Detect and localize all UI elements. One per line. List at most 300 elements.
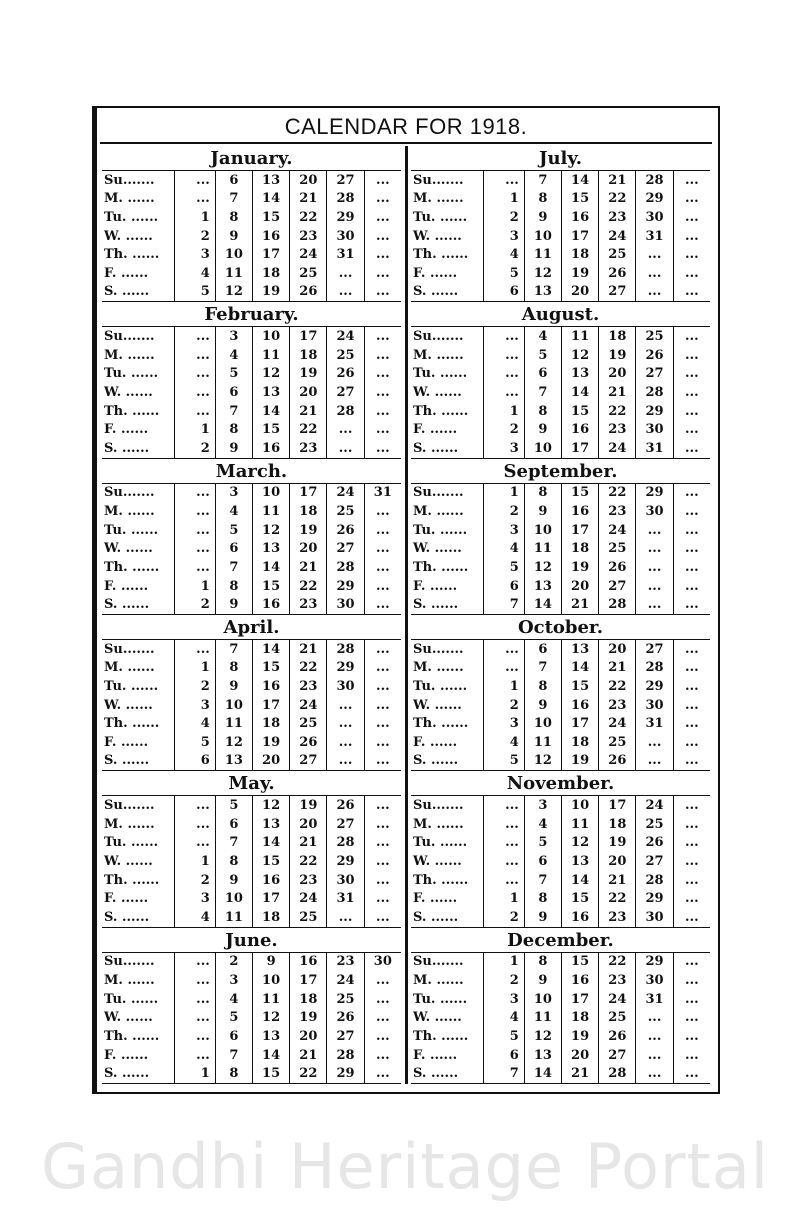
date-cell: 2 xyxy=(175,227,215,246)
date-cell: 18 xyxy=(252,714,289,733)
date-cell: 28 xyxy=(327,402,364,421)
date-cell: 28 xyxy=(636,871,673,890)
date-cell: 30 xyxy=(636,208,673,227)
date-cell: ... xyxy=(484,327,524,346)
date-cell: 27 xyxy=(327,383,364,402)
date-cell: 27 xyxy=(327,815,364,834)
date-cell: ... xyxy=(175,558,215,577)
date-cell: 6 xyxy=(484,283,524,302)
weekday-label: Th. ...... xyxy=(413,1028,469,1044)
date-cell: 28 xyxy=(327,1046,364,1065)
weekday-label: S. ...... xyxy=(102,595,175,614)
date-cell: 14 xyxy=(252,402,289,421)
weekday-label: Su....... xyxy=(104,485,155,501)
date-cell: 18 xyxy=(290,990,327,1009)
date-cell: ... xyxy=(364,659,401,678)
date-cell: 17 xyxy=(561,521,598,540)
date-cell: ... xyxy=(175,834,215,853)
date-cell: 2 xyxy=(215,953,252,972)
date-cell: 17 xyxy=(561,714,598,733)
date-cell: 3 xyxy=(484,227,524,246)
date-cell: 31 xyxy=(636,227,673,246)
date-cell: 25 xyxy=(327,502,364,521)
month-block xyxy=(409,146,712,302)
date-cell: ... xyxy=(673,439,710,458)
date-cell: 5 xyxy=(524,346,561,365)
weekday-row xyxy=(411,327,710,346)
date-cell: 4 xyxy=(524,327,561,346)
date-cell: 29 xyxy=(636,190,673,209)
date-cell: 5 xyxy=(175,733,215,752)
date-cell: ... xyxy=(327,752,364,771)
weekday-row xyxy=(411,171,710,190)
date-cell: 22 xyxy=(599,677,636,696)
date-cell: 21 xyxy=(561,1064,598,1083)
date-cell: 8 xyxy=(524,190,561,209)
date-cell: 26 xyxy=(599,558,636,577)
date-cell: ... xyxy=(175,190,215,209)
date-cell: 21 xyxy=(290,834,327,853)
weekday-label: Th. ...... xyxy=(413,716,469,732)
date-cell: 2 xyxy=(484,696,524,715)
weekday-label: Su....... xyxy=(413,954,464,970)
date-cell: 31 xyxy=(636,990,673,1009)
date-cell: 22 xyxy=(290,659,327,678)
weekday-row xyxy=(102,245,401,264)
date-cell: 30 xyxy=(636,696,673,715)
date-cell: 7 xyxy=(215,558,252,577)
date-cell: 6 xyxy=(524,365,561,384)
date-cell: 23 xyxy=(290,595,327,614)
date-cell: 15 xyxy=(252,659,289,678)
date-cell: ... xyxy=(484,383,524,402)
date-cell: 19 xyxy=(561,752,598,771)
weekday-label: W. ...... xyxy=(413,228,462,244)
month-block xyxy=(409,459,712,615)
date-cell: 21 xyxy=(290,402,327,421)
weekday-label: F. ...... xyxy=(104,578,149,594)
date-cell: ... xyxy=(175,383,215,402)
date-cell: 28 xyxy=(636,171,673,190)
date-cell: ... xyxy=(364,990,401,1009)
date-cell: 30 xyxy=(636,971,673,990)
weekday-label: S. ...... xyxy=(411,283,484,302)
weekday-label: Tu. ...... xyxy=(413,679,468,694)
weekday-label: W. ...... xyxy=(104,697,153,713)
weekday-row xyxy=(102,1064,401,1083)
date-cell: 18 xyxy=(252,908,289,927)
date-cell: 7 xyxy=(215,640,252,659)
date-cell: ... xyxy=(364,1064,401,1083)
date-cell: 3 xyxy=(524,796,561,815)
month-days-table xyxy=(411,327,710,458)
date-cell: 25 xyxy=(636,815,673,834)
date-cell: 13 xyxy=(215,752,252,771)
date-cell: 29 xyxy=(636,484,673,503)
date-cell: ... xyxy=(484,815,524,834)
weekday-row xyxy=(102,484,401,503)
date-cell: 28 xyxy=(327,834,364,853)
date-cell: 24 xyxy=(290,696,327,715)
weekday-label: Th. ...... xyxy=(413,559,469,575)
date-cell: 9 xyxy=(524,971,561,990)
date-cell: 1 xyxy=(175,577,215,596)
date-cell: ... xyxy=(175,502,215,521)
date-cell: 20 xyxy=(290,815,327,834)
weekday-row xyxy=(102,558,401,577)
date-cell: 3 xyxy=(215,971,252,990)
weekday-label: Tu. ...... xyxy=(104,679,159,694)
month-block xyxy=(100,771,403,927)
date-cell: 18 xyxy=(290,346,327,365)
weekday-row xyxy=(411,420,710,439)
weekday-row xyxy=(102,420,401,439)
date-cell: 13 xyxy=(252,171,289,190)
weekday-label: S. ...... xyxy=(411,595,484,614)
date-cell: ... xyxy=(673,521,710,540)
date-cell: 16 xyxy=(252,227,289,246)
date-cell: ... xyxy=(484,365,524,384)
date-cell: 7 xyxy=(484,595,524,614)
date-cell: 20 xyxy=(599,640,636,659)
date-cell: ... xyxy=(364,677,401,696)
date-cell: 12 xyxy=(524,1027,561,1046)
weekday-label: W. ...... xyxy=(104,541,153,557)
date-cell: ... xyxy=(673,383,710,402)
date-cell: 24 xyxy=(636,796,673,815)
weekday-row xyxy=(411,539,710,558)
date-cell: ... xyxy=(636,1064,673,1083)
date-cell: 9 xyxy=(215,227,252,246)
date-cell: 24 xyxy=(327,971,364,990)
weekday-label: F. ...... xyxy=(104,734,149,750)
weekday-row xyxy=(411,190,710,209)
date-cell: ... xyxy=(364,171,401,190)
date-cell: ... xyxy=(364,190,401,209)
date-cell: 11 xyxy=(524,539,561,558)
date-cell: 26 xyxy=(599,264,636,283)
weekday-row xyxy=(102,889,401,908)
date-cell: 16 xyxy=(561,696,598,715)
date-cell: 11 xyxy=(252,502,289,521)
date-cell: 9 xyxy=(524,908,561,927)
weekday-row xyxy=(411,346,710,365)
date-cell: 27 xyxy=(327,171,364,190)
date-cell: ... xyxy=(364,227,401,246)
date-cell: 19 xyxy=(290,521,327,540)
weekday-row xyxy=(102,227,401,246)
date-cell: 24 xyxy=(327,484,364,503)
weekday-row xyxy=(102,402,401,421)
date-cell: 30 xyxy=(327,677,364,696)
date-cell: 2 xyxy=(175,871,215,890)
date-cell: 31 xyxy=(636,714,673,733)
date-cell: 23 xyxy=(599,208,636,227)
weekday-row xyxy=(411,227,710,246)
weekday-label: Tu. ...... xyxy=(413,366,468,382)
weekday-label: Tu. ...... xyxy=(413,210,468,226)
weekday-row xyxy=(102,521,401,540)
date-cell: 10 xyxy=(524,439,561,458)
date-cell: ... xyxy=(484,834,524,853)
date-cell: 3 xyxy=(175,245,215,264)
month-name: October. xyxy=(411,615,710,640)
date-cell: 20 xyxy=(599,365,636,384)
date-cell: 10 xyxy=(252,327,289,346)
date-cell: ... xyxy=(673,971,710,990)
date-cell: 19 xyxy=(599,346,636,365)
date-cell: 29 xyxy=(327,577,364,596)
date-cell: 13 xyxy=(252,1027,289,1046)
date-cell: ... xyxy=(673,245,710,264)
weekday-label: Su....... xyxy=(413,172,464,188)
date-cell: 1 xyxy=(175,1064,215,1083)
weekday-label: Tu. ...... xyxy=(413,522,468,538)
date-cell: 8 xyxy=(524,677,561,696)
date-cell: 9 xyxy=(215,595,252,614)
weekday-row xyxy=(411,283,710,302)
weekday-row xyxy=(102,733,401,752)
date-cell: 13 xyxy=(561,852,598,871)
month-name: December. xyxy=(411,928,710,953)
date-cell: 4 xyxy=(175,714,215,733)
date-cell: ... xyxy=(364,733,401,752)
date-cell: 19 xyxy=(561,1027,598,1046)
date-cell: ... xyxy=(175,521,215,540)
date-cell: 27 xyxy=(636,852,673,871)
date-cell: ... xyxy=(175,640,215,659)
date-cell: 8 xyxy=(524,889,561,908)
weekday-label: Tu. ...... xyxy=(104,522,159,538)
weekday-row xyxy=(102,346,401,365)
date-cell: 16 xyxy=(252,439,289,458)
date-cell: ... xyxy=(175,327,215,346)
date-cell: 7 xyxy=(215,190,252,209)
date-cell: ... xyxy=(175,402,215,421)
date-cell: 17 xyxy=(561,439,598,458)
weekday-row xyxy=(102,696,401,715)
weekday-label: M. ...... xyxy=(413,504,464,520)
weekday-row xyxy=(102,595,401,614)
month-block xyxy=(100,302,403,458)
date-cell: 9 xyxy=(215,439,252,458)
weekday-label: Th. ...... xyxy=(104,1028,160,1044)
weekday-row xyxy=(411,1027,710,1046)
date-cell: 16 xyxy=(252,595,289,614)
date-cell: ... xyxy=(364,365,401,384)
weekday-label: Su....... xyxy=(104,954,155,970)
date-cell: 12 xyxy=(215,283,252,302)
date-cell: 5 xyxy=(215,521,252,540)
weekday-label: Tu. ...... xyxy=(104,991,159,1007)
weekday-label: Su....... xyxy=(413,798,464,814)
date-cell: 21 xyxy=(599,659,636,678)
weekday-row xyxy=(102,502,401,521)
weekday-row xyxy=(102,171,401,190)
date-cell: 5 xyxy=(484,752,524,771)
weekday-label: S. ...... xyxy=(411,439,484,458)
date-cell: 4 xyxy=(484,733,524,752)
date-cell: 12 xyxy=(252,365,289,384)
date-cell: 20 xyxy=(290,539,327,558)
date-cell: 2 xyxy=(484,971,524,990)
date-cell: ... xyxy=(673,577,710,596)
date-cell: 5 xyxy=(215,1008,252,1027)
date-cell: 26 xyxy=(599,1027,636,1046)
month-block xyxy=(100,615,403,771)
date-cell: 6 xyxy=(484,577,524,596)
date-cell: 14 xyxy=(561,659,598,678)
date-cell: 13 xyxy=(561,640,598,659)
date-cell: ... xyxy=(364,971,401,990)
weekday-row xyxy=(102,439,401,458)
weekday-row xyxy=(102,953,401,972)
weekday-label: F. ...... xyxy=(413,1047,458,1063)
date-cell: ... xyxy=(636,264,673,283)
date-cell: 1 xyxy=(484,677,524,696)
date-cell: ... xyxy=(364,1046,401,1065)
weekday-row xyxy=(411,640,710,659)
date-cell: 9 xyxy=(524,208,561,227)
date-cell: 2 xyxy=(484,502,524,521)
date-cell: 22 xyxy=(599,889,636,908)
date-cell: 19 xyxy=(252,283,289,302)
weekday-row xyxy=(411,908,710,927)
date-cell: 27 xyxy=(599,1046,636,1065)
weekday-label: Th. ...... xyxy=(104,247,160,263)
date-cell: 14 xyxy=(524,1064,561,1083)
date-cell: ... xyxy=(175,815,215,834)
weekday-row xyxy=(411,990,710,1009)
month-block xyxy=(100,928,403,1084)
date-cell: 30 xyxy=(636,502,673,521)
date-cell: ... xyxy=(175,365,215,384)
date-cell: 27 xyxy=(599,577,636,596)
date-cell: 24 xyxy=(290,889,327,908)
weekday-label: M. ...... xyxy=(413,816,464,832)
date-cell: 10 xyxy=(252,971,289,990)
date-cell: 7 xyxy=(215,834,252,853)
date-cell: 17 xyxy=(561,227,598,246)
weekday-label: M. ...... xyxy=(104,504,155,520)
date-cell: 13 xyxy=(252,815,289,834)
date-cell: 5 xyxy=(215,365,252,384)
date-cell: 27 xyxy=(636,640,673,659)
weekday-label: M. ...... xyxy=(413,191,464,207)
month-name: August. xyxy=(411,302,710,327)
date-cell: 4 xyxy=(484,245,524,264)
date-cell: 2 xyxy=(175,439,215,458)
date-cell: ... xyxy=(364,834,401,853)
date-cell: ... xyxy=(673,558,710,577)
date-cell: 15 xyxy=(561,953,598,972)
date-cell: ... xyxy=(327,439,364,458)
date-cell: ... xyxy=(673,908,710,927)
weekday-label: F. ...... xyxy=(413,734,458,750)
weekday-label: M. ...... xyxy=(413,347,464,363)
weekday-row xyxy=(411,752,710,771)
weekday-row xyxy=(102,852,401,871)
weekday-label: W. ...... xyxy=(104,228,153,244)
weekday-label: Th. ...... xyxy=(413,872,469,888)
weekday-label: F. ...... xyxy=(104,1047,149,1063)
weekday-label: F. ...... xyxy=(413,578,458,594)
weekday-row xyxy=(411,264,710,283)
date-cell: ... xyxy=(364,1008,401,1027)
date-cell: 8 xyxy=(215,577,252,596)
date-cell: 3 xyxy=(175,889,215,908)
date-cell: 6 xyxy=(215,1027,252,1046)
date-cell: 8 xyxy=(524,484,561,503)
weekday-label: S. ...... xyxy=(411,908,484,927)
date-cell: 22 xyxy=(599,484,636,503)
date-cell: ... xyxy=(364,815,401,834)
weekday-label: M. ...... xyxy=(104,347,155,363)
date-cell: 12 xyxy=(252,521,289,540)
date-cell: 18 xyxy=(561,539,598,558)
date-cell: 5 xyxy=(215,796,252,815)
date-cell: 6 xyxy=(215,539,252,558)
date-cell: 11 xyxy=(252,346,289,365)
date-cell: 1 xyxy=(484,953,524,972)
date-cell: ... xyxy=(673,815,710,834)
date-cell: 14 xyxy=(252,834,289,853)
month-days-table xyxy=(102,640,401,771)
weekday-row xyxy=(411,521,710,540)
date-cell: 27 xyxy=(290,752,327,771)
date-cell: 20 xyxy=(252,752,289,771)
weekday-row xyxy=(102,1027,401,1046)
weekday-label: W. ...... xyxy=(413,541,462,557)
date-cell: 15 xyxy=(252,208,289,227)
month-block xyxy=(100,146,403,302)
date-cell: 26 xyxy=(327,365,364,384)
date-cell: 21 xyxy=(290,640,327,659)
date-cell: 25 xyxy=(636,327,673,346)
date-cell: 22 xyxy=(290,420,327,439)
date-cell: 14 xyxy=(524,595,561,614)
date-cell: 6 xyxy=(215,171,252,190)
weekday-label: M. ...... xyxy=(413,660,464,676)
date-cell: ... xyxy=(327,283,364,302)
date-cell: 21 xyxy=(599,383,636,402)
date-cell: 20 xyxy=(561,577,598,596)
date-cell: 16 xyxy=(561,971,598,990)
date-cell: 1 xyxy=(175,659,215,678)
date-cell: 11 xyxy=(561,815,598,834)
month-days-table xyxy=(102,953,401,1084)
weekday-label: S. ...... xyxy=(411,1064,484,1083)
date-cell: 28 xyxy=(636,383,673,402)
date-cell: 26 xyxy=(290,733,327,752)
date-cell: ... xyxy=(673,752,710,771)
weekday-label: Su....... xyxy=(104,172,155,188)
date-cell: ... xyxy=(327,714,364,733)
date-cell: ... xyxy=(673,227,710,246)
date-cell: 17 xyxy=(252,889,289,908)
date-cell: 24 xyxy=(599,990,636,1009)
date-cell: 12 xyxy=(524,752,561,771)
date-cell: 30 xyxy=(636,420,673,439)
date-cell: 25 xyxy=(599,245,636,264)
weekday-row xyxy=(102,908,401,927)
date-cell: 6 xyxy=(524,852,561,871)
date-cell: 10 xyxy=(215,696,252,715)
date-cell: ... xyxy=(673,871,710,890)
weekday-label: Su....... xyxy=(413,641,464,657)
weekday-label: W. ...... xyxy=(413,384,462,400)
date-cell: 27 xyxy=(327,1027,364,1046)
